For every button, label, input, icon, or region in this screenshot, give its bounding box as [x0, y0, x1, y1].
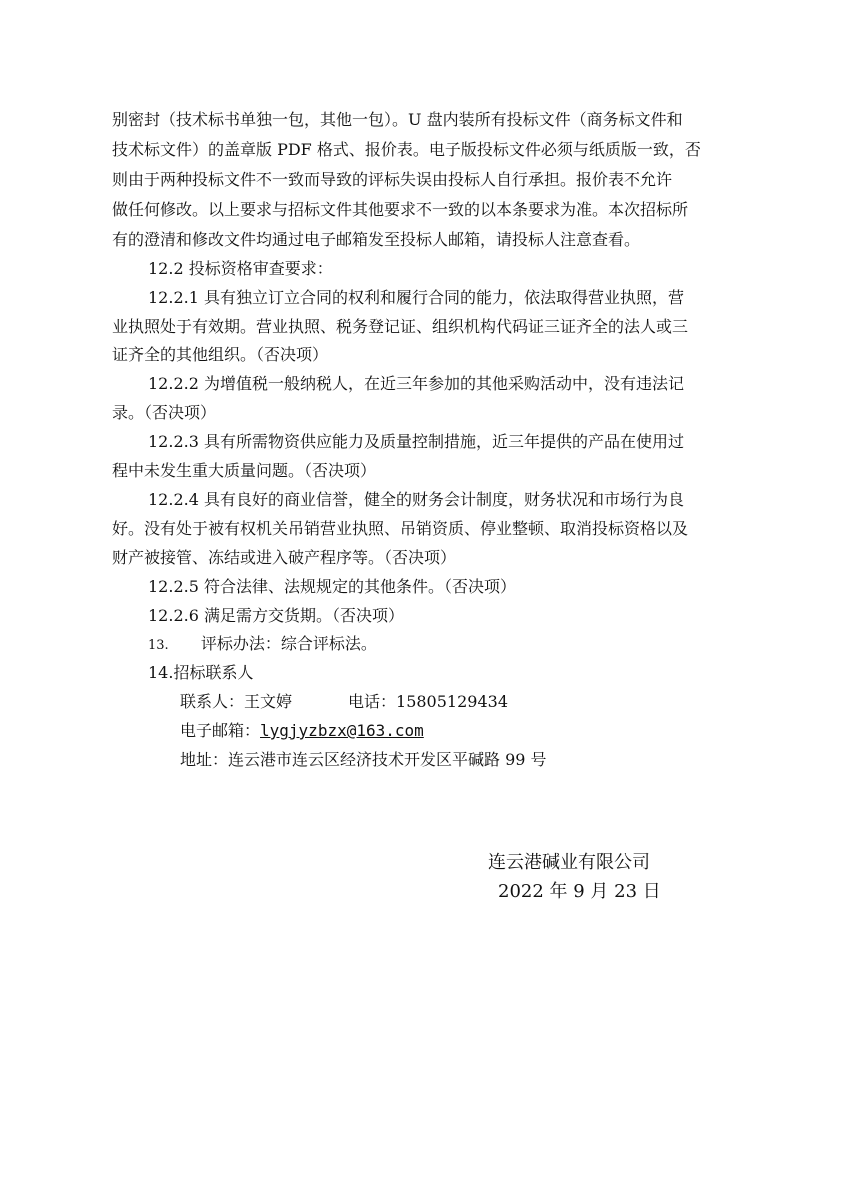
item-12-2-4-line: 好。没有处于被有权机关吊销营业执照、吊销资质、停业整顿、取消投标资格以及	[112, 519, 689, 538]
contact-row	[180, 691, 508, 713]
item-12-2-6: 12.2.6 满足需方交货期。（否决项）	[148, 606, 404, 625]
email-label: 电子邮箱：	[180, 721, 261, 740]
section-13	[148, 633, 377, 657]
paragraph-line: 则由于两种投标文件不一致而导致的评标失误由投标人自行承担。报价表不允许	[112, 170, 673, 189]
item-12-2-3-line: 12.2.3 具有所需物资供应能力及质量控制措施，近三年提供的产品在使用过	[148, 432, 684, 451]
email-link[interactable]: lygjyzbzx@163.com	[260, 721, 424, 740]
signature-date: 2022 年 9 月 23 日	[498, 881, 661, 902]
contact-person: 联系人：王文婷	[180, 692, 293, 711]
item-12-2-2-line: 12.2.2 为增值税一般纳税人，在近三年参加的其他采购活动中，没有违法记	[148, 374, 684, 393]
item-12-2-4-line: 12.2.4 具有良好的商业信誉，健全的财务会计制度，财务状况和市场行为良	[148, 490, 684, 509]
item-12-2-4-line: 财产被接管、冻结或进入破产程序等。（否决项）	[112, 548, 457, 567]
email-row	[180, 720, 424, 742]
item-12-2-1-line: 证齐全的其他组织。（否决项）	[112, 345, 329, 364]
paragraph-line: 有的澄清和修改文件均通过电子邮箱发至投标人邮箱，请投标人注意查看。	[112, 230, 641, 249]
signature-company: 连云港碱业有限公司	[488, 852, 650, 873]
item-12-2-2-line: 录。（否决项）	[112, 403, 217, 422]
section-13-number: 13.	[148, 638, 169, 653]
paragraph-line: 技术标文件）的盖章版 PDF 格式、报价表。电子版投标文件必须与纸质版一致，否	[112, 140, 701, 159]
contact-phone: 电话：15805129434	[348, 692, 508, 711]
item-12-2-3-line: 程中未发生重大质量问题。（否决项）	[112, 461, 377, 480]
paragraph-line: 别密封（技术标书单独一包，其他一包）。U 盘内装所有投标文件（商务标文件和	[112, 110, 683, 129]
item-12-2-5: 12.2.5 符合法律、法规规定的其他条件。（否决项）	[148, 577, 516, 596]
item-12-2-1-line: 12.2.1 具有独立订立合同的权利和履行合同的能力，依法取得营业执照，营	[148, 288, 684, 307]
item-12-2-1-line: 业执照处于有效期。营业执照、税务登记证、组织机构代码证三证齐全的法人或三	[112, 317, 689, 336]
paragraph-line: 做任何修改。以上要求与招标文件其他要求不一致的以本条要求为准。本次招标所	[112, 200, 689, 219]
section-12-2-heading: 12.2 投标资格审查要求：	[148, 259, 333, 278]
section-13-text: 评标办法：综合评标法。	[200, 634, 377, 653]
address: 地址：连云港市连云区经济技术开发区平碱路 99 号	[180, 750, 547, 769]
section-14-heading: 14.招标联系人	[148, 663, 254, 682]
